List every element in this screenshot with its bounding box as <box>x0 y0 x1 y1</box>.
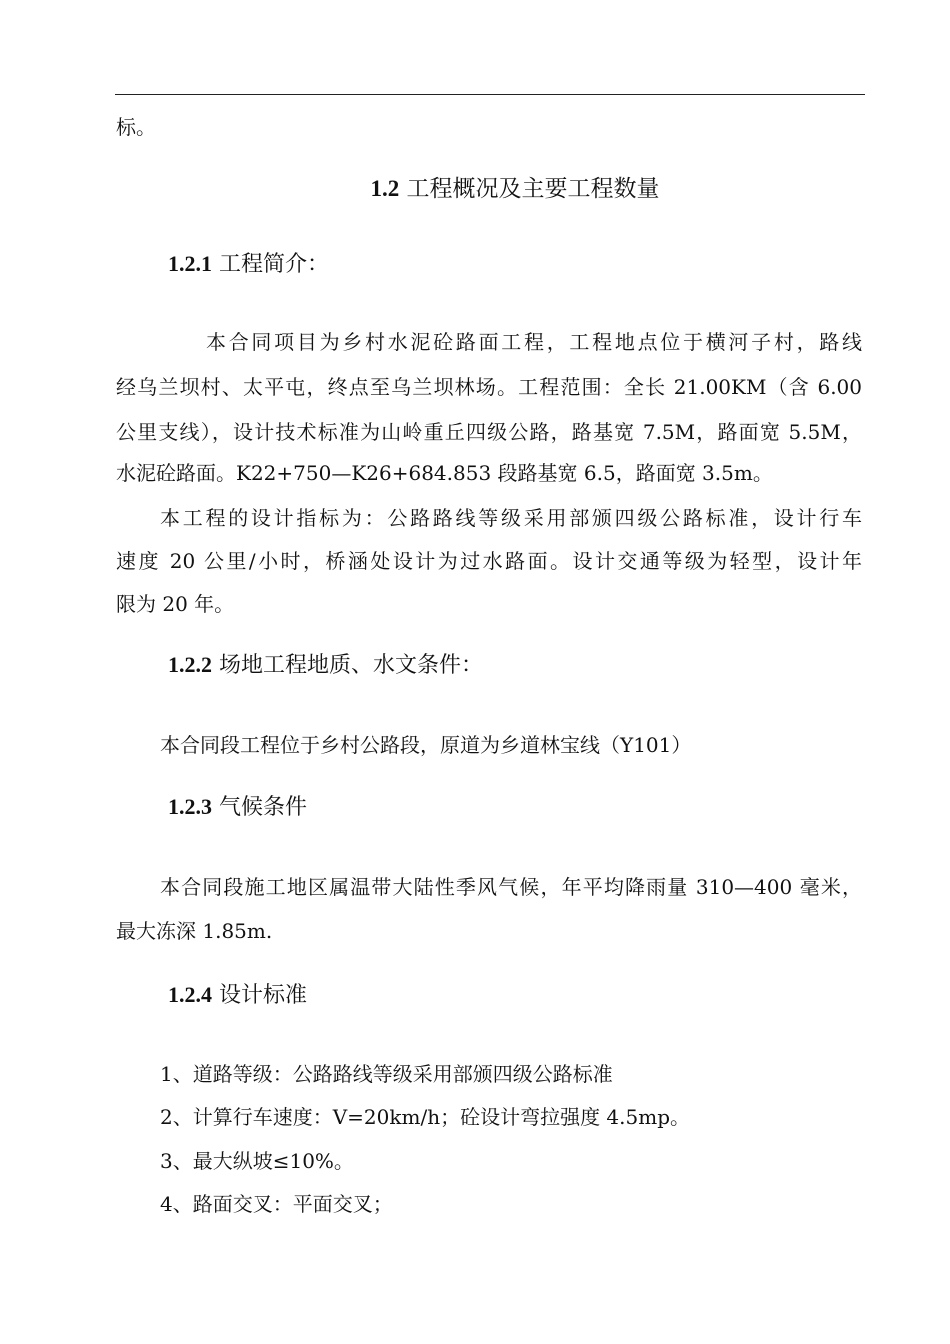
paragraph-line: 本合同段工程位于乡村公路段，原道为乡道林宝线（Y101） <box>160 733 692 757</box>
paragraph-line: 本工程的设计指标为：公路路线等级采用部颁四级公路标准，设计行车 <box>160 506 862 530</box>
section-title: 工程概况及主要工程数量 <box>406 176 660 202</box>
subsection-title: 设计标准 <box>219 983 308 1008</box>
subsection-heading-2 <box>168 650 483 681</box>
paragraph-line: 速度 20 公里/小时，桥涵处设计为过水路面。设计交通等级为轻型，设计年 <box>116 549 862 573</box>
paragraph-line: 水泥砼路面。K22+750—K26+684.853 段路基宽 6.5，路面宽 3.5m。 <box>116 461 773 485</box>
subsection-title: 气候条件 <box>219 795 308 820</box>
subsection-number: 1.2.3 <box>168 794 212 819</box>
subsection-number: 1.2.4 <box>168 982 212 1007</box>
paragraph-line: 本合同段施工地区属温带大陆性季风气候，年平均降雨量 310—400 毫米， <box>160 875 862 899</box>
subsection-number: 1.2.2 <box>168 652 212 677</box>
subsection-title: 场地工程地质、水文条件： <box>219 653 484 678</box>
subsection-heading-4 <box>168 980 307 1011</box>
list-item: 1、道路等级：公路路线等级采用部颁四级公路标准 <box>160 1062 613 1086</box>
list-item: 4、路面交叉：平面交叉； <box>160 1192 393 1216</box>
section-heading <box>0 174 950 204</box>
header-rule <box>115 94 865 95</box>
paragraph-line: 公里支线），设计技术标准为山岭重丘四级公路，路基宽 7.5M，路面宽 5.5M， <box>116 420 862 444</box>
paragraph-line: 最大冻深 1.85m. <box>116 919 273 943</box>
paragraph-line: 经乌兰坝村、太平屯，终点至乌兰坝林场。工程范围：全长 21.00KM（含 6.00 <box>116 375 862 399</box>
paragraph-line: 限为 20 年。 <box>116 592 235 616</box>
subsection-number: 1.2.1 <box>168 251 212 276</box>
continuation-text: 标。 <box>116 115 156 139</box>
subsection-heading-3 <box>168 792 307 823</box>
list-item: 3、最大纵坡≤10%。 <box>160 1149 354 1173</box>
paragraph-line: 本合同项目为乡村水泥砼路面工程，工程地点位于横河子村，路线 <box>206 330 862 354</box>
list-item: 2、计算行车速度：V=20km/h；砼设计弯拉强度 4.5mp。 <box>160 1105 691 1129</box>
subsection-title: 工程简介： <box>219 252 330 277</box>
subsection-heading-1 <box>168 249 329 280</box>
section-number: 1.2 <box>370 176 400 201</box>
